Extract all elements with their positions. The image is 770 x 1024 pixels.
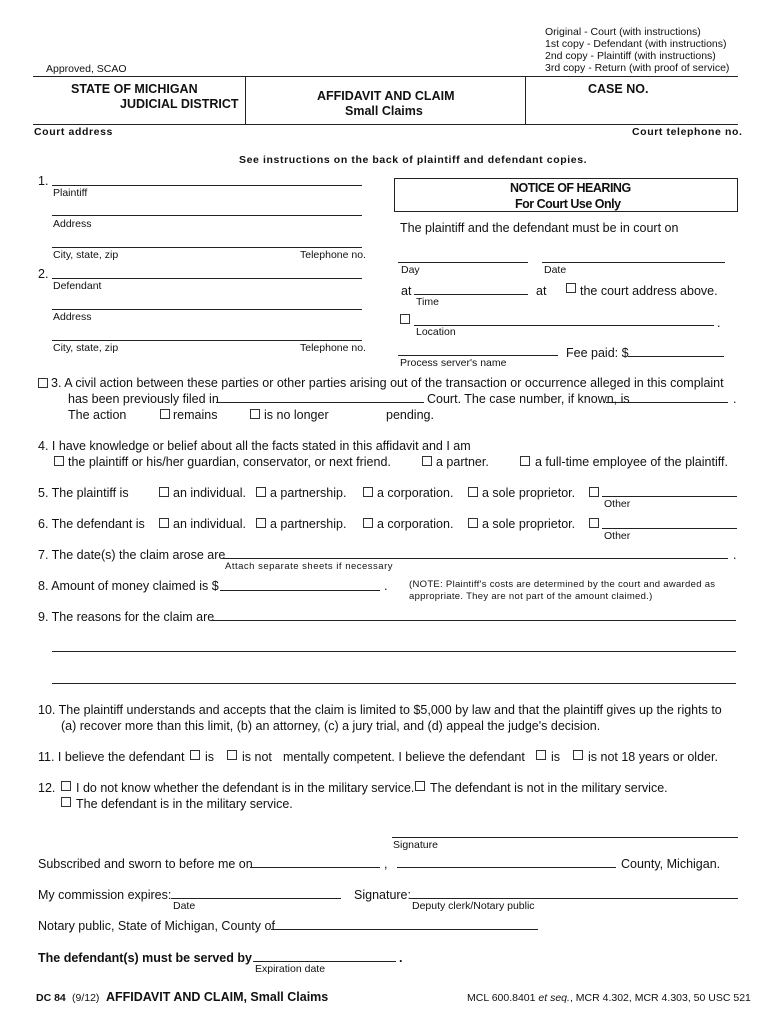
commission-label: My commission expires: — [38, 888, 172, 902]
plaintiff-corporation-label: a corporation. — [377, 486, 454, 500]
district-heading: JUDICIAL DISTRICT — [120, 97, 239, 111]
defendant-corporation-checkbox[interactable] — [363, 518, 373, 528]
reasons-field-1[interactable] — [212, 620, 736, 621]
no-longer-checkbox[interactable] — [250, 409, 260, 419]
served-by-label: The defendant(s) must be served by — [38, 951, 252, 965]
age-is-label: is — [551, 750, 561, 764]
item-11-part-a: 11. I believe the defendant — [38, 750, 185, 764]
partner-checkbox[interactable] — [422, 456, 432, 466]
defendant-city-field[interactable] — [52, 340, 362, 341]
mcl-reference: MCL 600.8401 — [467, 992, 536, 1004]
defendant-label: Defendant — [53, 280, 102, 292]
copy-line-2: 1st copy - Defendant (with instructions) — [545, 38, 727, 50]
deputy-clerk-label: Deputy clerk/Notary public — [412, 900, 535, 912]
time-label: Time — [416, 296, 439, 308]
military-not-label: The defendant is not in the military service. — [430, 781, 668, 795]
age-isnot-label: is not 18 years or older. — [588, 750, 718, 764]
defendant-phone-label: Telephone no. — [300, 342, 366, 354]
defendant-partnership-checkbox[interactable] — [256, 518, 266, 528]
item-2-number: 2. — [38, 267, 49, 281]
court-phone-label: Court telephone no. — [632, 126, 743, 138]
item-4-line-1: 4. I have knowledge or belief about all the facts stated in this affidavit and I am — [38, 439, 471, 453]
subscribed-label: Subscribed and sworn to before me on — [38, 857, 253, 871]
item-3-court-text: Court. The case number, if known, is — [427, 392, 630, 406]
plaintiff-other-checkbox[interactable] — [589, 487, 599, 497]
defendant-sole-checkbox[interactable] — [468, 518, 478, 528]
form-subtitle: Small Claims — [345, 104, 423, 118]
competent-isnot-checkbox[interactable] — [227, 750, 237, 760]
item-8-label: 8. Amount of money claimed is $ — [38, 579, 219, 593]
amount-field[interactable] — [220, 590, 380, 591]
commission-date-field[interactable] — [171, 898, 341, 899]
notice-subtitle: For Court Use Only — [515, 197, 621, 211]
form-title: AFFIDAVIT AND CLAIM — [317, 89, 455, 103]
item-7-period: . — [733, 548, 737, 562]
item-12-number: 12. — [38, 781, 56, 795]
plaintiff-individual-checkbox[interactable] — [159, 487, 169, 497]
item-1-number: 1. — [38, 174, 49, 188]
defendant-other-checkbox[interactable] — [589, 518, 599, 528]
defendant-address-field[interactable] — [52, 309, 362, 310]
defendant-field[interactable] — [52, 278, 362, 279]
plaintiff-field[interactable] — [52, 185, 362, 186]
state-heading: STATE OF MICHIGAN — [71, 82, 198, 96]
prior-court-field[interactable] — [216, 402, 424, 403]
plaintiff-partnership-label: a partnership. — [270, 486, 347, 500]
fee-paid-label: Fee paid: $ — [566, 346, 629, 360]
competent-is-checkbox[interactable] — [190, 750, 200, 760]
approved-text: Approved, SCAO — [46, 63, 127, 75]
item-10-line-1: 10. The plaintiff understands and accepts that the claim is limited to $5,000 by law and that the plaintiff gives up the rights to — [38, 703, 722, 717]
reasons-field-2[interactable] — [52, 651, 736, 652]
guardian-label: the plaintiff or his/her guardian, conservator, or next friend. — [68, 455, 391, 469]
military-is-checkbox[interactable] — [61, 797, 71, 807]
defendant-sole-label: a sole proprietor. — [482, 517, 576, 531]
served-period: . — [399, 951, 403, 965]
employee-label: a full-time employee of the plaintiff. — [535, 455, 728, 469]
military-not-checkbox[interactable] — [415, 781, 425, 791]
expiration-date-label: Expiration date — [255, 963, 326, 975]
date-label: Date — [544, 264, 567, 276]
defendant-corporation-label: a corporation. — [377, 517, 454, 531]
item-5-label: 5. The plaintiff is — [38, 486, 129, 500]
plaintiff-individual-label: an individual. — [173, 486, 246, 500]
plaintiff-signature-field[interactable] — [392, 837, 738, 838]
plaintiff-city-label: City, state, zip — [53, 249, 119, 261]
item-3-line-1: 3. A civil action between these parties or other parties arising out of the transaction or occurrence alleged in this complaint — [51, 376, 724, 390]
age-is-checkbox[interactable] — [536, 750, 546, 760]
defendant-other-field[interactable] — [602, 528, 737, 529]
remains-checkbox[interactable] — [160, 409, 170, 419]
partner-label: a partner. — [436, 455, 489, 469]
plaintiff-phone-label: Telephone no. — [300, 249, 366, 261]
plaintiff-partnership-checkbox[interactable] — [256, 487, 266, 497]
military-unknown-checkbox[interactable] — [61, 781, 71, 791]
date-field[interactable] — [542, 262, 725, 263]
process-server-field[interactable] — [398, 355, 558, 356]
item-3-action: The action — [68, 408, 127, 422]
reasons-field-3[interactable] — [52, 683, 736, 684]
defendant-partnership-label: a partnership. — [270, 517, 347, 531]
item-8-note-2: appropriate. They are not part of the amount claimed.) — [409, 591, 653, 602]
location-period: . — [717, 316, 721, 330]
age-isnot-checkbox[interactable] — [573, 750, 583, 760]
at-label-2: at — [536, 284, 547, 298]
header-divider-1 — [245, 76, 246, 124]
plaintiff-corporation-checkbox[interactable] — [363, 487, 373, 497]
legal-citation — [467, 992, 751, 1004]
competent-is-label: is — [205, 750, 215, 764]
item-3-checkbox[interactable] — [38, 378, 48, 388]
military-is-label: The defendant is in the military service. — [76, 797, 293, 811]
instructions-text: See instructions on the back of plaintiff and defendant copies. — [239, 154, 588, 166]
day-field[interactable] — [398, 262, 528, 263]
footer-title: AFFIDAVIT AND CLAIM, Small Claims — [106, 990, 329, 1004]
time-field[interactable] — [414, 294, 528, 295]
pending-label: pending. — [386, 408, 434, 422]
notice-title: NOTICE OF HEARING — [510, 181, 631, 195]
form-code: DC 84 — [36, 992, 66, 1004]
defendant-other-label: Other — [604, 530, 631, 542]
military-unknown-label: I do not know whether the defendant is in the military service. — [76, 781, 415, 795]
plaintiff-sole-checkbox[interactable] — [468, 487, 478, 497]
item-10-line-2: (a) recover more than this limit, (b) an attorney, (c) a jury trial, and (d) appeal the judge's decision. — [61, 719, 601, 733]
item-8-period: . — [384, 579, 388, 593]
plaintiff-address-field[interactable] — [52, 215, 362, 216]
signature-label: Signature — [393, 839, 438, 851]
court-address-checkbox[interactable] — [566, 283, 576, 293]
fee-paid-field[interactable] — [628, 356, 724, 357]
sworn-date-field[interactable] — [250, 867, 380, 868]
header-top-rule — [33, 76, 738, 77]
item-9-label: 9. The reasons for the claim are — [38, 610, 215, 624]
item-3-period: . — [733, 392, 737, 406]
item-6-label: 6. The defendant is — [38, 517, 145, 531]
plaintiff-city-field[interactable] — [52, 247, 362, 248]
header-divider-2 — [525, 76, 526, 124]
location-field[interactable] — [414, 325, 714, 326]
no-longer-label: is no longer — [264, 408, 329, 422]
process-server-label: Process server's name — [400, 357, 507, 369]
notary-county-field[interactable] — [271, 929, 538, 930]
copy-line-3: 2nd copy - Plaintiff (with instructions) — [545, 50, 716, 62]
competent-isnot-label: is not — [242, 750, 272, 764]
plaintiff-label: Plaintiff — [53, 187, 88, 199]
day-label: Day — [401, 264, 420, 276]
defendant-city-label: City, state, zip — [53, 342, 119, 354]
item-11-part-b: mentally competent. I believe the defendant — [283, 750, 525, 764]
copy-line-4: 3rd copy - Return (with proof of service) — [545, 62, 730, 74]
expiration-date-field[interactable] — [253, 961, 396, 962]
must-be-in-court: The plaintiff and the defendant must be in court on — [400, 221, 679, 235]
guardian-checkbox[interactable] — [54, 456, 64, 466]
court-address-label: Court address — [34, 126, 113, 138]
plaintiff-address-label: Address — [53, 218, 92, 230]
form-revision: (9/12) — [72, 992, 100, 1004]
item-7-label: 7. The date(s) the claim arose are — [38, 548, 226, 562]
defendant-individual-checkbox[interactable] — [159, 518, 169, 528]
defendant-address-label: Address — [53, 311, 92, 323]
claim-dates-field[interactable] — [223, 558, 728, 559]
case-number-field[interactable] — [606, 402, 728, 403]
item-8-note-1: (NOTE: Plaintiff's costs are determined by the court and awarded as — [409, 579, 716, 590]
location-label: Location — [416, 326, 456, 338]
notary-county-label: Notary public, State of Michigan, County of — [38, 919, 275, 933]
court-address-above: the court address above. — [580, 284, 718, 298]
case-no-label: CASE NO. — [588, 82, 649, 96]
sworn-comma: , — [384, 857, 388, 871]
plaintiff-sole-label: a sole proprietor. — [482, 486, 576, 500]
copy-line-1: Original - Court (with instructions) — [545, 26, 701, 38]
et-seq: et seq. — [538, 992, 570, 1004]
defendant-individual-label: an individual. — [173, 517, 246, 531]
mcr-references: , MCR 4.302, MCR 4.303, 50 USC 521 — [569, 992, 751, 1004]
item-7-note: Attach separate sheets if necessary — [225, 561, 393, 572]
notary-signature-field[interactable] — [410, 898, 738, 899]
sworn-county-field[interactable] — [397, 867, 616, 868]
location-checkbox[interactable] — [400, 314, 410, 324]
commission-date-label: Date — [173, 900, 196, 912]
employee-checkbox[interactable] — [520, 456, 530, 466]
notary-signature-label: Signature: — [354, 888, 411, 902]
header-bottom-rule — [33, 124, 738, 125]
county-michigan-label: County, Michigan. — [621, 857, 721, 871]
item-3-filed-in: has been previously filed in — [68, 392, 219, 406]
plaintiff-other-field[interactable] — [602, 496, 737, 497]
remains-label: remains — [173, 408, 218, 422]
plaintiff-other-label: Other — [604, 498, 631, 510]
at-label: at — [401, 284, 412, 298]
